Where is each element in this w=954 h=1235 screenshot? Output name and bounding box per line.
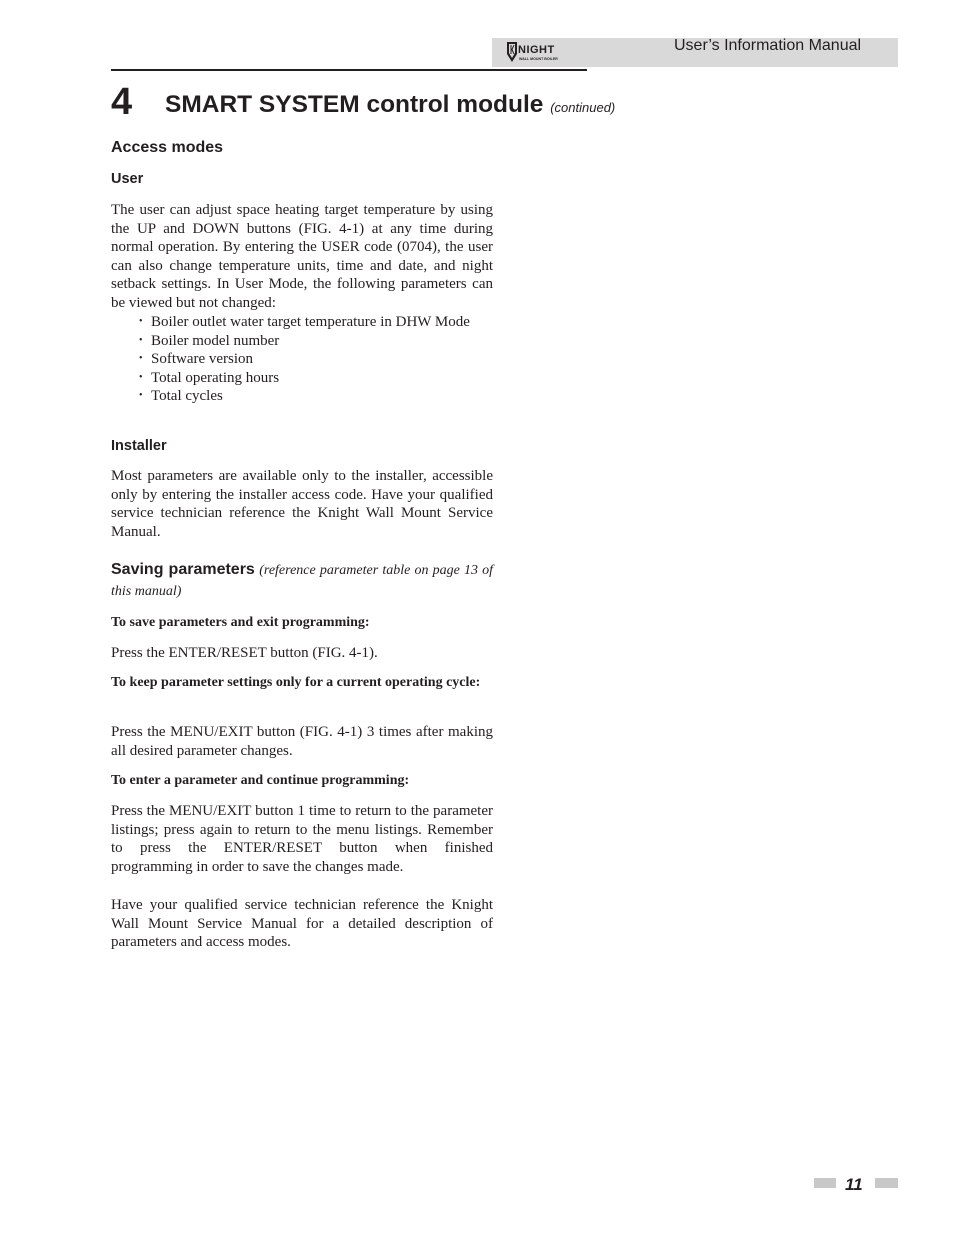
chapter-title [165,89,615,124]
list-item: • Software version [139,350,493,369]
chapter-title-text: SMART SYSTEM control module [165,91,544,118]
continue-programming-text: Press the MENU/EXIT button 1 time to return to the parameter listings; press again to return to the menu listings. Remember to press the ENTER/RESET button when finished programming in order to save the changes made. [111,803,493,875]
save-exit-text: Press the ENTER/RESET button (FIG. 4-1). [111,645,378,661]
page-number: 11 [845,1175,863,1194]
saving-heading-note: (reference parameter table on page 13 of this manual) [111,563,494,599]
footer-bar-left [814,1178,836,1188]
access-modes-heading: Access modes [111,139,224,156]
footer-bar-right [875,1178,898,1188]
user-readonly-list [139,313,493,406]
user-body: The user can adjust space heating target temperature by using the UP and DOWN buttons (FIG. 4-1) at any time during normal operation. By entering the USER code (0704), the user can also change temperature units, time and date, and night setback settings. In User Mode, the following parameters can be viewed but not changed: [111,202,493,311]
header-rule [111,69,587,71]
chapter-number: 4 [111,81,133,123]
list-item: • Total operating hours [139,369,493,388]
continue-programming-label: To enter a parameter and continue programming: [111,773,410,788]
manual-title: User’s Information Manual [674,37,862,54]
saving-heading-text: Saving parameters [111,561,255,578]
installer-heading: Installer [111,438,167,454]
svg-text:NIGHT: NIGHT [518,44,555,56]
saving-parameters-heading [111,560,493,602]
chapter-continued: (continued) [550,100,616,115]
list-item: • Boiler model number [139,332,493,351]
service-manual-reference: Have your qualified service technician reference the Knight Wall Mount Service Manual for a detailed description of parameters and access modes. [111,897,493,951]
keep-settings-text: Press the MENU/EXIT button (FIG. 4-1) 3 times after making all desired parameter changes. [111,724,493,759]
list-item: • Total cycles [139,387,493,406]
user-heading: User [111,171,144,187]
knight-logo [504,40,576,64]
save-exit-label: To save parameters and exit programming: [111,615,370,630]
installer-body: Most parameters are available only to the installer, accessible only by entering the installer access code. Have your qualified service technician reference the Knight Wall Mount Service Manual. [111,468,493,540]
keep-settings-label: To keep parameter settings only for a current operating cycle: [111,675,481,690]
list-item: • Boiler outlet water target temperature in DHW Mode [139,313,493,332]
svg-text:WALL MOUNT BOILER: WALL MOUNT BOILER [519,57,558,61]
